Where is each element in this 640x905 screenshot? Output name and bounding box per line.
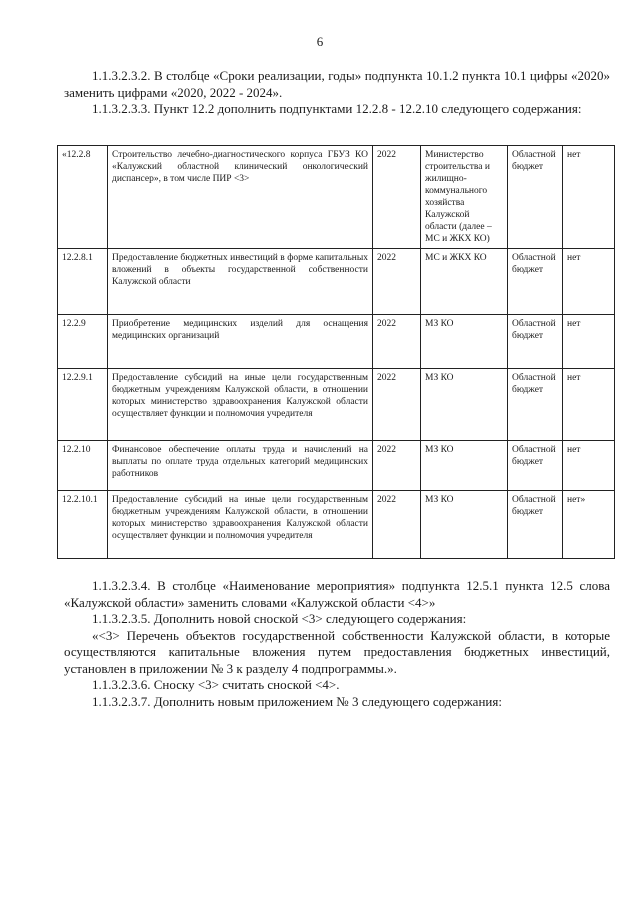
cell-number: 12.2.9: [58, 315, 108, 369]
cell-amount: нет»: [563, 491, 615, 559]
cell-number: 12.2.9.1: [58, 369, 108, 441]
cell-number: 12.2.10.1: [58, 491, 108, 559]
cell-number: 12.2.10: [58, 441, 108, 491]
cell-funding-source: Областной бюджет: [508, 441, 563, 491]
cell-year: 2022: [373, 369, 421, 441]
cell-funding-source: Областной бюджет: [508, 491, 563, 559]
cell-year: 2022: [373, 441, 421, 491]
cell-executor: МЗ КО: [421, 369, 508, 441]
table-row: [58, 369, 615, 441]
paragraph-6: 1.1.3.2.3.6. Сноску <3> считать сноской <4>.: [92, 677, 340, 692]
paragraph-5: 1.1.3.2.3.5. Дополнить новой сноской <3> следующего содержания:: [92, 611, 467, 626]
cell-executor: МЗ КО: [421, 441, 508, 491]
cell-executor: МЗ КО: [421, 491, 508, 559]
cell-year: 2022: [373, 146, 421, 249]
cell-description: Предоставление бюджетных инвестиций в форме капитальных вложений в объекты государственной собственности Калужской области: [108, 249, 373, 315]
table-row: [58, 441, 615, 491]
intro-paragraph-2: 1.1.3.2.3.3. Пункт 12.2 дополнить подпунктами 12.2.8 - 12.2.10 следующего содержания:: [92, 101, 582, 116]
cell-funding-source: Областной бюджет: [508, 146, 563, 249]
cell-year: 2022: [373, 315, 421, 369]
cell-year: 2022: [373, 249, 421, 315]
paragraph-7: 1.1.3.2.3.7. Дополнить новым приложением № 3 следующего содержания:: [92, 693, 502, 709]
cell-funding-source: Областной бюджет: [508, 315, 563, 369]
cell-funding-source: Областной бюджет: [508, 369, 563, 441]
table-row: [58, 491, 615, 559]
cell-number: 12.2.8.1: [58, 249, 108, 315]
cell-description: Предоставление субсидий на иные цели государственным бюджетным учреждениям Калужской области, в отношении которых министерство здравоохранения Калужской области осуществляет функции и полномочия учредителя: [108, 491, 373, 559]
cell-amount: нет: [563, 315, 615, 369]
cell-description: Приобретение медицинских изделий для оснащения медицинских организаций: [108, 315, 373, 369]
cell-amount: нет: [563, 441, 615, 491]
page-number: 6: [316, 34, 324, 49]
table-row: [58, 315, 615, 369]
cell-description: Предоставление субсидий на иные цели государственным бюджетным учреждениям Калужской области, в отношении которых министерство здравоохранения Калужской области осуществляет функции и полномочия учредителя: [108, 369, 373, 441]
amendment-table: [57, 145, 615, 559]
cell-description: Строительство лечебно-диагностического корпуса ГБУЗ КО «Калужский областной клинический онкологический диспансер», в том числе ПИР <3>: [108, 146, 373, 249]
cell-description: Финансовое обеспечение оплаты труда и начислений на выплаты по оплате труда отдельных категорий медицинских работников: [108, 441, 373, 491]
cell-funding-source: Областной бюджет: [508, 249, 563, 315]
table-row: [58, 249, 615, 315]
cell-amount: нет: [563, 146, 615, 249]
intro-paragraph-1: 1.1.3.2.3.2. В столбце «Сроки реализации, годы» подпункта 10.1.2 пункта 10.1 цифры «2020» заменить цифрами «2020, 2022 - 2024».: [64, 68, 610, 100]
cell-year: 2022: [373, 491, 421, 559]
cell-executor: МЗ КО: [421, 315, 508, 369]
cell-amount: нет: [563, 249, 615, 315]
after-table-block: [64, 578, 610, 710]
cell-amount: нет: [563, 369, 615, 441]
cell-number: «12.2.8: [58, 146, 108, 249]
cell-executor: МС и ЖКХ КО: [421, 249, 508, 315]
table-row: [58, 146, 615, 249]
footnote-quote: «<3> Перечень объектов государственной собственности Калужской области, в которые осуществляются капитальные вложения путем предоставления бюджетных инвестиций, установлен в приложении № 3 к разделу 4 подпрограммы.».: [64, 627, 610, 676]
paragraph-4: 1.1.3.2.3.4. В столбце «Наименование мероприятия» подпункта 12.5.1 пункта 12.5 слова «Калужской области» заменить словами «Калужской области <4>»: [64, 578, 610, 610]
cell-executor: Министерство строительства и жилищно-коммунального хозяйства Калужской области (далее – МС и ЖКХ КО): [421, 146, 508, 249]
